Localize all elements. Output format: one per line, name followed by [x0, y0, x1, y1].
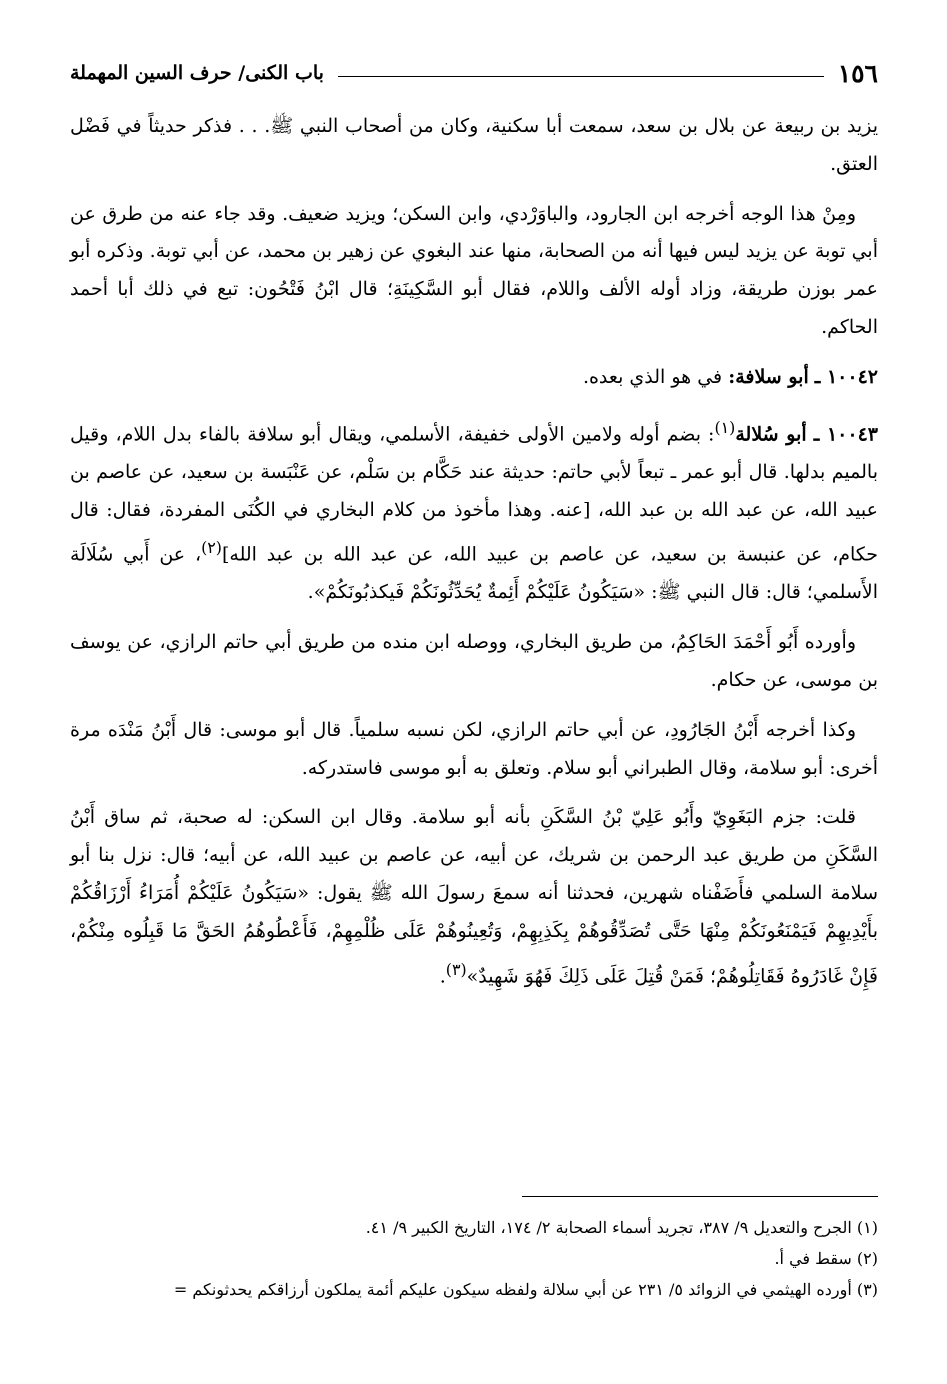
footnote-ref-1: (١): [714, 417, 736, 437]
paragraph-5: [70, 624, 878, 700]
paragraph-1: [70, 108, 878, 184]
footnote-ref-2: (٢): [201, 538, 222, 558]
footnotes: [70, 1212, 878, 1305]
entry-text-continued: ، عن أَبي سُلَالَة الأَسلمي؛ قال: قال النبي ﷺ: «سَيَكُونُ عَلَيْكُمْ أَئِمةٌ يُحَدِّثُونَكُمْ فَيكذبُونَكُمْ».: [70, 543, 878, 604]
footnote-2: (٢) سقط في أ.: [774, 1249, 878, 1268]
entry-text: في هو الذي بعده.: [582, 365, 729, 388]
entry-title: أبو سُلالة: [735, 422, 807, 445]
paragraph-text: وأورده أَبُو أَحْمَدَ الحَاكِمُ، من طريق البخاري، ووصله ابن منده من طريق أبي حاتم الرازي، عن يوسف بن موسى، عن حكام.: [70, 631, 878, 692]
header-rule: [338, 76, 824, 77]
entry-number: ١٠٠٤٢ ـ: [814, 365, 878, 388]
entry-10042: [70, 359, 878, 397]
entry-title: أبو سلافة:: [728, 365, 809, 388]
book-page: [70, 52, 878, 1299]
body-text: [70, 108, 878, 996]
footnote-ref-3: (٣): [445, 959, 467, 979]
running-title: باب الكنى/ حرف السين المهملة: [70, 62, 324, 84]
paragraph-text: قلت: جزم البَغَوِيّ وأَبُو عَلِيّ بْنُ السَّكَنِ بأنه أبو سلامة. وقال ابن السكن: له صحبة، ثم ساق أَبْنُ السَّكَنِ من طريق عبد الرحمن بن شريك، عن أبيه، عن عاصم بن عبيد الله، عن أبيه؛ قال: نزل بنا أبو سلامة السلمي فأَضَفْناه شهرين، فحدثنا أنه سمعَ رسولَ الله ﷺ يقول: «سَيَكُونُ عَلَيْكُمْ أُمَرَاءُ أَرْزَاقُكُمْ بأَيْدِيهِمْ فَيَمْنَعُونَكُمْ مِنْهَا حَتَّى تُصَدِّقُوهُمْ بِكَذِبِهِمْ، وَتُعِينُوهُمْ عَلَى ظُلْمِهِمْ، فَأَعْطُوهُمُ الحَقَّ مَا قَبِلُوه مِنْكُمْ، فَإِنْ غَادَرُوهُ فَقَاتِلُوهُمْ؛ فَمَنْ قُتِلَ عَلَى ذَلِكَ فَهُوَ شَهِيدٌ»: [70, 806, 878, 987]
paragraph-6: [70, 712, 878, 788]
footnote-3: (٣) أورده الهيثمي في الزوائد ٥/ ٢٣١ عن أبي سلالة ولفظه سيكون عليكم أئمة يملكون أرزاقكم يحدثونكم =: [173, 1280, 878, 1299]
paragraph-text: وكذا أخرجه أَبْنُ الجَارُودِ، عن أبي حاتم الرازي، لكن نسبه سلمياً. قال أبو موسى: قال أَبْنُ مَنْدَه مرة أخرى: أبو سلامة، وقال الطبراني أبو سلام. وتعلق به أبو موسى فاستدركه.: [70, 718, 878, 779]
paragraph-text: ومِنْ هذا الوجه أخرجه ابن الجارود، والباوَرْدي، وابن السكن؛ ويزيد ضعيف. وقد جاء عنه من طرق عن أبي توبة عن يزيد ليس فيها أنه من الصحابة، منها عند البغوي عن زهير بن محمد، عن أبي توبة. وذكره أبو عمر بوزن طريقة، وزاد أوله الألف واللام، فقال أبو السَّكِينَةِ؛ قال ابْنُ فَتْحُون: تبع في ذلك أبا أحمد الحاكم.: [70, 202, 878, 338]
footnote-rule: [522, 1196, 878, 1197]
paragraph-text-end: .: [439, 964, 446, 987]
page-number: ١٥٦: [837, 58, 878, 88]
entry-10043: [70, 409, 878, 613]
paragraph-2: [70, 196, 878, 347]
entry-text: : بضم أوله ولامين الأولى خفيفة، الأسلمي، ويقال أبو سلافة بالفاء بدل اللام، وقيل بالميم بدلها. قال أبو عمر ـ تبعاً لأبي حاتم: حديثة عند حَكَّام بن سَلْم، عن عَنْبَسة بن سعيد، عن عاصم بن عبيد الله، عن عبد الله بن عبد الله، [عنه. وهذا مأخوذ من كلام البخاري في الكُنَى المفردة، فقال: قال حكام، عن عنبسة بن سعيد، عن عاصم بن عبيد الله، عن عبد الله بن عبد الله]: [70, 422, 878, 566]
paragraph-text: يزيد بن ربيعة عن بلال بن سعد، سمعت أبا سكنية، وكان من أصحاب النبي ﷺ. . . فذكر حديثاً في فَضْل العتق.: [70, 115, 878, 175]
entry-number: ١٠٠٤٣ ـ: [813, 422, 878, 445]
footnote-1: (١) الجرح والتعديل ٩/ ٣٨٧، تجريد أسماء الصحابة ٢/ ١٧٤، التاريخ الكبير ٩/ ٤١.: [365, 1218, 878, 1237]
page-header: [70, 52, 878, 94]
paragraph-7: [70, 799, 878, 995]
